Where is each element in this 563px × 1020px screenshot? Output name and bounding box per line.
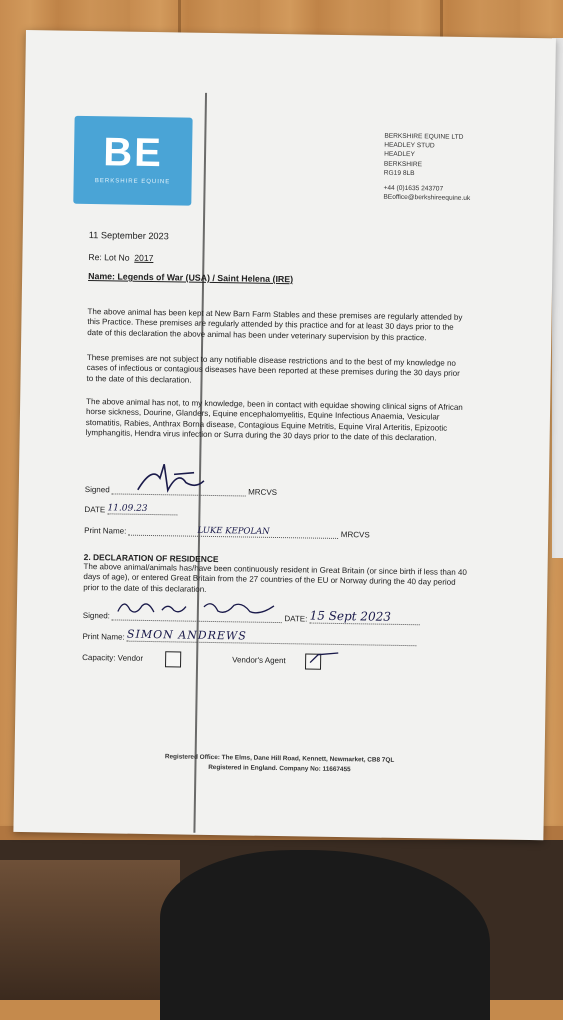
vet-date-value: 11.09.23 bbox=[107, 503, 177, 515]
date-label: DATE: bbox=[284, 614, 308, 624]
vet-signature-scribble bbox=[134, 460, 215, 497]
phone-number: +44 (0)1635 243707 bbox=[383, 184, 444, 193]
declaration-signed-row bbox=[83, 605, 420, 625]
mrcvs-label: MRCVS bbox=[248, 487, 278, 497]
signed-label: Signed: bbox=[82, 610, 111, 621]
paragraph-supervision: The above animal has been kept at New Barn Farm Stables and these premises are regularly attended by this Practice. These premises are regularly attended by this practice and for at least 30 days prior to the date of this declaration the above animal has been under veterinary supervision by this practice. bbox=[87, 307, 463, 343]
letter-sheet bbox=[13, 30, 556, 840]
lot-number: 2017 bbox=[134, 252, 154, 264]
lot-reference bbox=[88, 252, 153, 263]
paragraph-contact: The above animal has not, to my knowledge, been in contact with equidae showing clinical signs of African horse sickness, Dourine, Glanders, Equine encephalomyelitis, Equine Infectious Anaemia, Vesicular stomatitis, Rabies, Anthrax Borna disease, Contagious Equine Metritis, Equine Viral Arteritis, Epizootic lymphangitis, Hendra virus infection or Surra during the 30 days prior to the date of this declaration. bbox=[85, 396, 463, 443]
address-line: HEADLEY STUD bbox=[384, 141, 435, 150]
declaration-heading: 2. DECLARATION OF RESIDENCE bbox=[83, 551, 219, 565]
logo-text: BE bbox=[102, 130, 164, 176]
declaration-text: The above animal/animals has/have been continuously resident in Great Britain (or since birth if less than 40 days of age), or entered Great Britain from the 27 countries of the EU or Norway during the 40 day period prior to the date of this declaration. bbox=[83, 561, 467, 594]
lot-label: Re: Lot No bbox=[88, 252, 130, 263]
floor-patch bbox=[0, 860, 180, 1000]
print-name-label: Print Name: bbox=[84, 525, 127, 536]
vendors-agent-label: Vendor's Agent bbox=[232, 655, 286, 666]
vet-print-name-row bbox=[84, 524, 370, 539]
signed-label: Signed bbox=[84, 484, 110, 495]
address-line: HEADLEY bbox=[384, 151, 415, 159]
address-line: BERKSHIRE EQUINE LTD bbox=[384, 132, 464, 141]
declaration-date-value: 15 Sept 2023 bbox=[310, 609, 420, 626]
vet-date-row bbox=[84, 503, 177, 515]
agent-tick-mark bbox=[304, 648, 340, 669]
paragraph-restrictions: These premises are not subject to any notifiable disease restrictions and to the best of my knowledge no cases of infectious or contagious diseases have been reported at these premises during the 30 days prior to the date of this declaration. bbox=[86, 352, 460, 385]
horse-name: Name: Legends of War (USA) / Saint Helena (IRE) bbox=[88, 271, 294, 285]
print-name-label: Print Name: bbox=[82, 631, 125, 642]
letterhead-address bbox=[383, 132, 471, 204]
vendor-checkbox[interactable] bbox=[165, 651, 181, 667]
declaration-signature-scribble bbox=[114, 595, 284, 620]
company-logo bbox=[73, 116, 192, 206]
declaration-print-name-value: SIMON ANDREWS bbox=[127, 628, 417, 647]
vet-signature-field bbox=[112, 483, 246, 496]
letter-date: 11 September 2023 bbox=[88, 230, 169, 242]
footer-company-number: Registered in England. Company No: 11667455 bbox=[208, 763, 351, 774]
date-label: DATE bbox=[84, 504, 106, 515]
declaration-signature-field bbox=[112, 607, 282, 623]
address-line: RG19 8LB bbox=[383, 169, 415, 177]
capacity-vendor-label: Capacity: Vendor bbox=[82, 652, 144, 663]
mrcvs-label: MRCVS bbox=[340, 530, 370, 540]
email-address: BEoffice@berkshireequine.uk bbox=[383, 193, 471, 203]
vet-print-name-value: LUKE KEPOLAN bbox=[129, 525, 339, 539]
logo-subtext: BERKSHIRE EQUINE bbox=[94, 178, 171, 186]
footer-registered-office: Registered Office: The Elms, Dane Hill Road, Kennett, Newmarket, CB8 7QL bbox=[164, 753, 395, 764]
declaration-print-name-row bbox=[82, 627, 417, 646]
vet-signed-row bbox=[85, 483, 277, 497]
address-line: BERKSHIRE bbox=[383, 160, 423, 168]
